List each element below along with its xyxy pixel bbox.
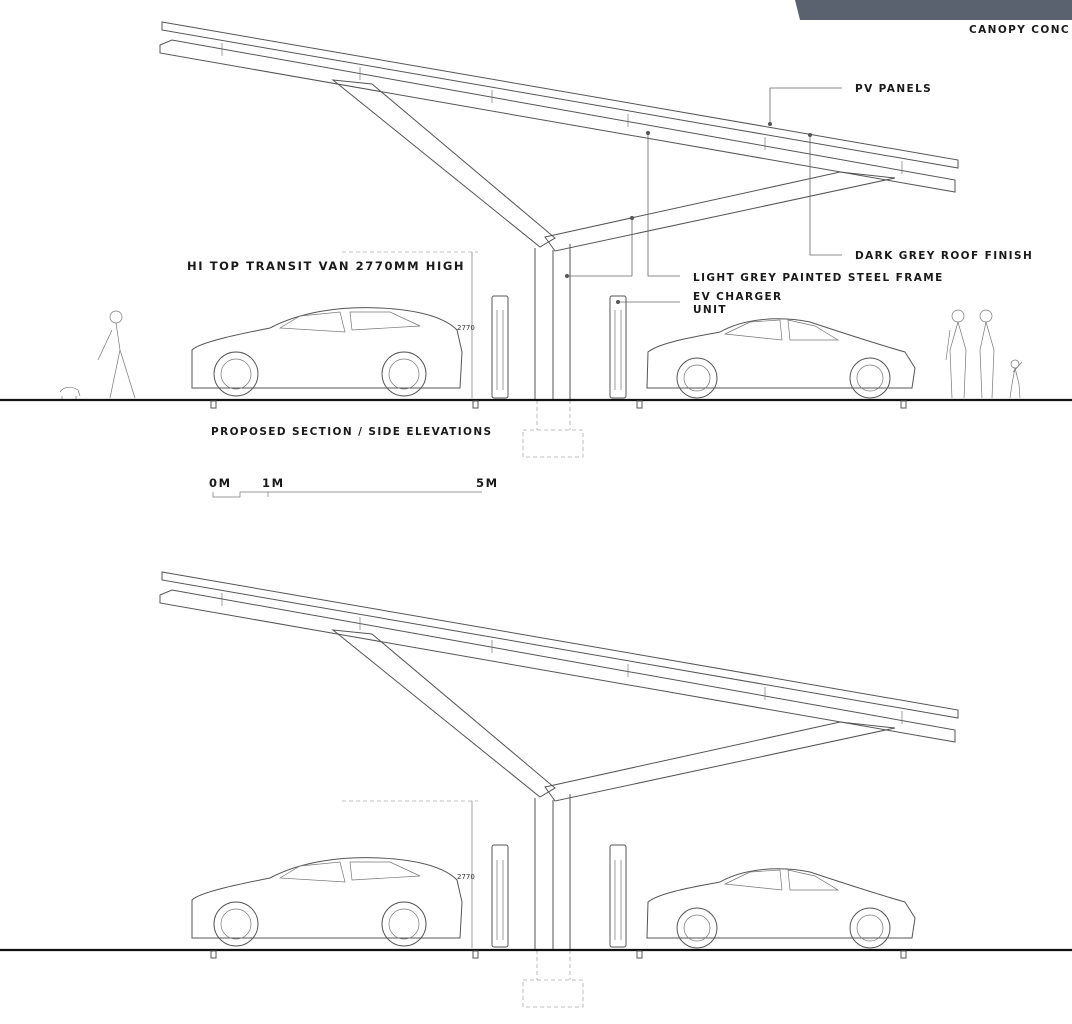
wheel-stops-lower (211, 951, 906, 958)
car-suv-left (192, 308, 462, 396)
pv-panel-layer (162, 22, 958, 168)
roof-beam (160, 40, 955, 192)
upper-section (0, 22, 1072, 457)
van-height-dimension (342, 252, 478, 398)
ev-charger-left (492, 296, 508, 398)
header (795, 0, 1072, 36)
label-charger-line2: UNIT (693, 304, 727, 316)
section-caption: PROPOSED SECTION / SIDE ELEVATIONS (211, 426, 493, 438)
canopy-structure-lower (160, 572, 958, 1007)
panel-brackets (222, 43, 902, 174)
car-suv-left-lower (192, 858, 462, 946)
ev-charger-right-lower (610, 845, 626, 947)
scale-bar (209, 476, 499, 497)
van-height-dimension-lower (342, 801, 478, 948)
label-steel-frame: LIGHT GREY PAINTED STEEL FRAME (693, 272, 944, 284)
dimension-value-lower: 2770 (457, 873, 475, 881)
foundation-footing (523, 400, 583, 457)
person-walking-with-dog (60, 311, 135, 400)
steel-column (535, 244, 570, 400)
car-sedan-right-lower (647, 869, 915, 948)
scale-tick-1m: 1M (262, 476, 285, 490)
canopy-structure (160, 22, 958, 457)
wheel-stops (211, 401, 906, 408)
ev-charger-left-lower (492, 845, 508, 947)
label-roof-finish: DARK GREY ROOF FINISH (855, 250, 1034, 262)
label-charger-line1: EV CHARGER (693, 291, 783, 303)
people-family (946, 310, 1022, 398)
ev-charger-right (610, 296, 626, 398)
raking-strut (333, 80, 555, 247)
header-title: CANOPY CONC (969, 24, 1071, 36)
canopy-photo-thumbnail (795, 0, 1072, 20)
car-sedan-right (647, 319, 915, 398)
label-van-height: HI TOP TRANSIT VAN 2770MM HIGH (187, 259, 466, 273)
scale-tick-5m: 5M (476, 476, 499, 490)
lower-section (0, 572, 1072, 1007)
label-pv-panels: PV PANELS (855, 83, 933, 95)
scale-tick-0m: 0M (209, 476, 232, 490)
dimension-value: 2770 (457, 324, 475, 332)
tie-beam (545, 172, 895, 251)
